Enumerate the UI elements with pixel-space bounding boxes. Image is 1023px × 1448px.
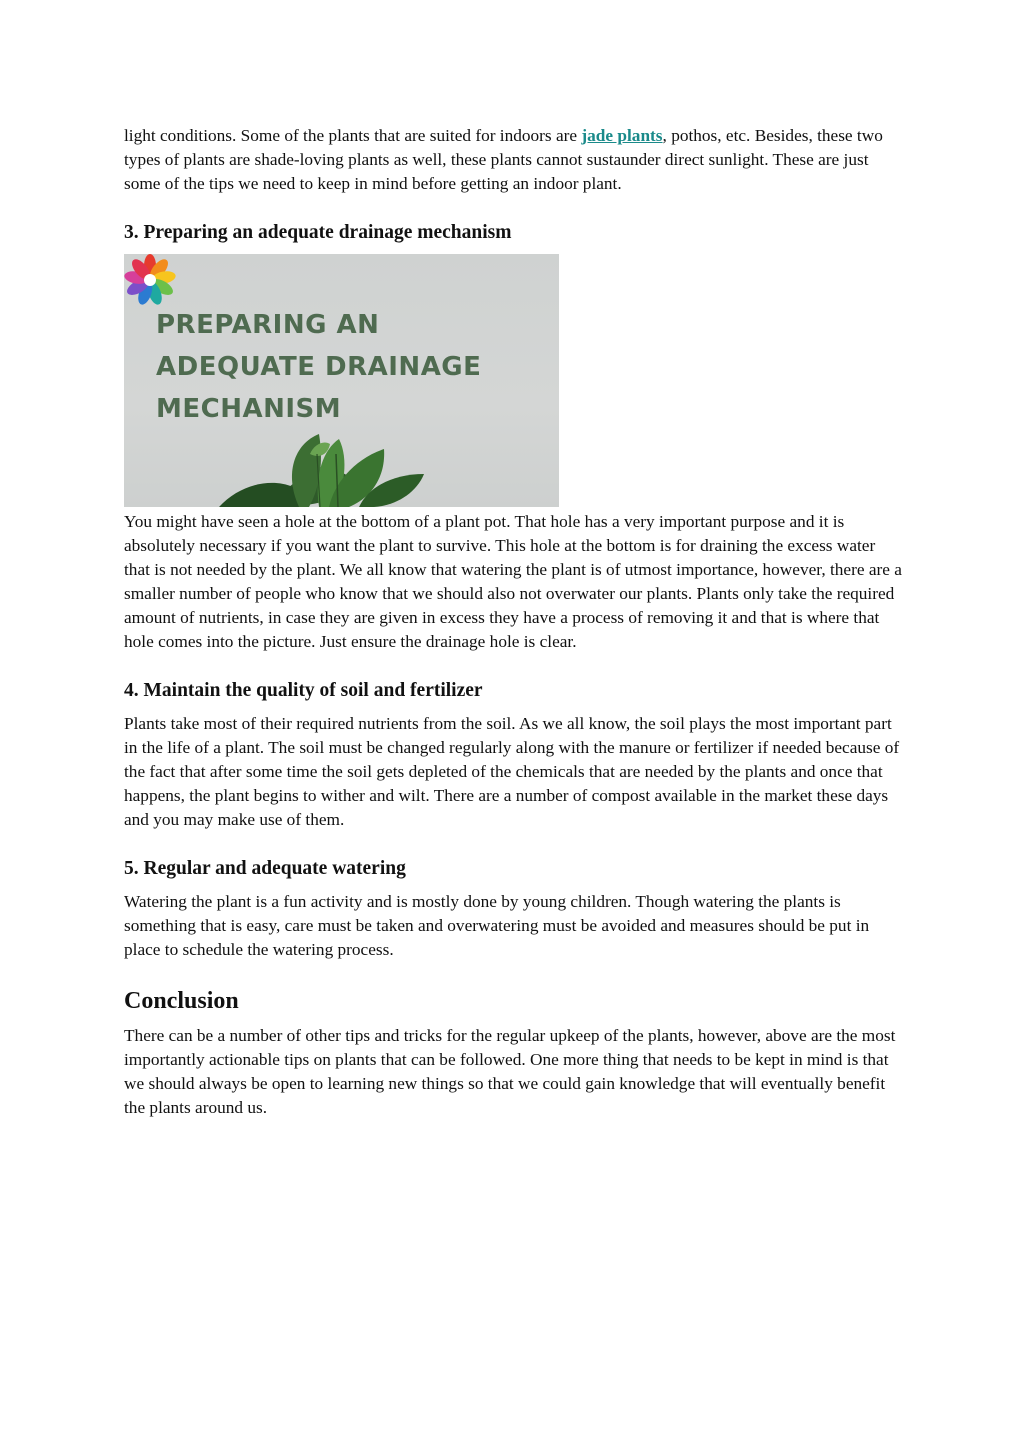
image-title-line-1: PREPARING AN <box>156 310 380 340</box>
intro-paragraph <box>124 124 904 196</box>
document-page <box>124 124 904 1120</box>
section-3-body: You might have seen a hole at the bottom of a plant pot. That hole has a very important purpose and it is absolutely necessary if you want the plant to survive. This hole at the bottom is for draining the excess water that is not needed by the plant. We all know that watering the plant is of utmost importance, however, there are a smaller number of people who know that we should also not overwater our plants. Plants only take the required amount of nutrients, in case they are given in excess they have a process of removing it and that is where that hole comes into the picture. Just ensure the drainage hole is clear. <box>124 512 902 651</box>
image-title-line-3: MECHANISM <box>156 394 342 424</box>
image-title-line-2: ADEQUATE DRAINAGE <box>156 352 482 382</box>
section-3-heading: 3. Preparing an adequate drainage mechanism <box>124 222 512 243</box>
conclusion-body: There can be a number of other tips and tricks for the regular upkeep of the plants, however, above are the most importantly actionable tips on plants that can be followed. One more thing that needs to be kept in mind is that we should always be open to learning new things so that we could gain knowledge that will eventually benefit the plants around us. <box>124 1026 896 1117</box>
drainage-feature-image <box>124 254 559 507</box>
intro-text-before-link: light conditions. Some of the plants that are suited for indoors are <box>124 126 582 145</box>
section-4-heading: 4. Maintain the quality of soil and fertilizer <box>124 680 483 701</box>
leafy-plant-icon <box>124 254 559 507</box>
intro-text-after-link: , pothos, etc. Besides, these two types of plants are shade-loving plants as well, these plants cannot sustaunder direct sunlight. These are just some of the tips we need to keep in mind before getting an indoor plant. <box>124 126 883 193</box>
jade-plants-link[interactable]: jade plants <box>581 126 663 145</box>
section-5-body: Watering the plant is a fun activity and is mostly done by young children. Though watering the plants is something that is easy, care must be taken and overwatering must be avoided and measures should be put in place to schedule the watering process. <box>124 892 870 959</box>
section-5-heading: 5. Regular and adequate watering <box>124 858 406 879</box>
section-4-body: Plants take most of their required nutrients from the soil. As we all know, the soil plays the most important part in the life of a plant. The soil must be changed regularly along with the manure or fertilizer if needed because of the fact that after some time the soil gets depleted of the chemicals that are needed by the plants and once that happens, the plant begins to wither and wilt. There are a number of compost available in the market these days and you may make use of them. <box>124 714 900 829</box>
conclusion-heading: Conclusion <box>124 988 239 1014</box>
